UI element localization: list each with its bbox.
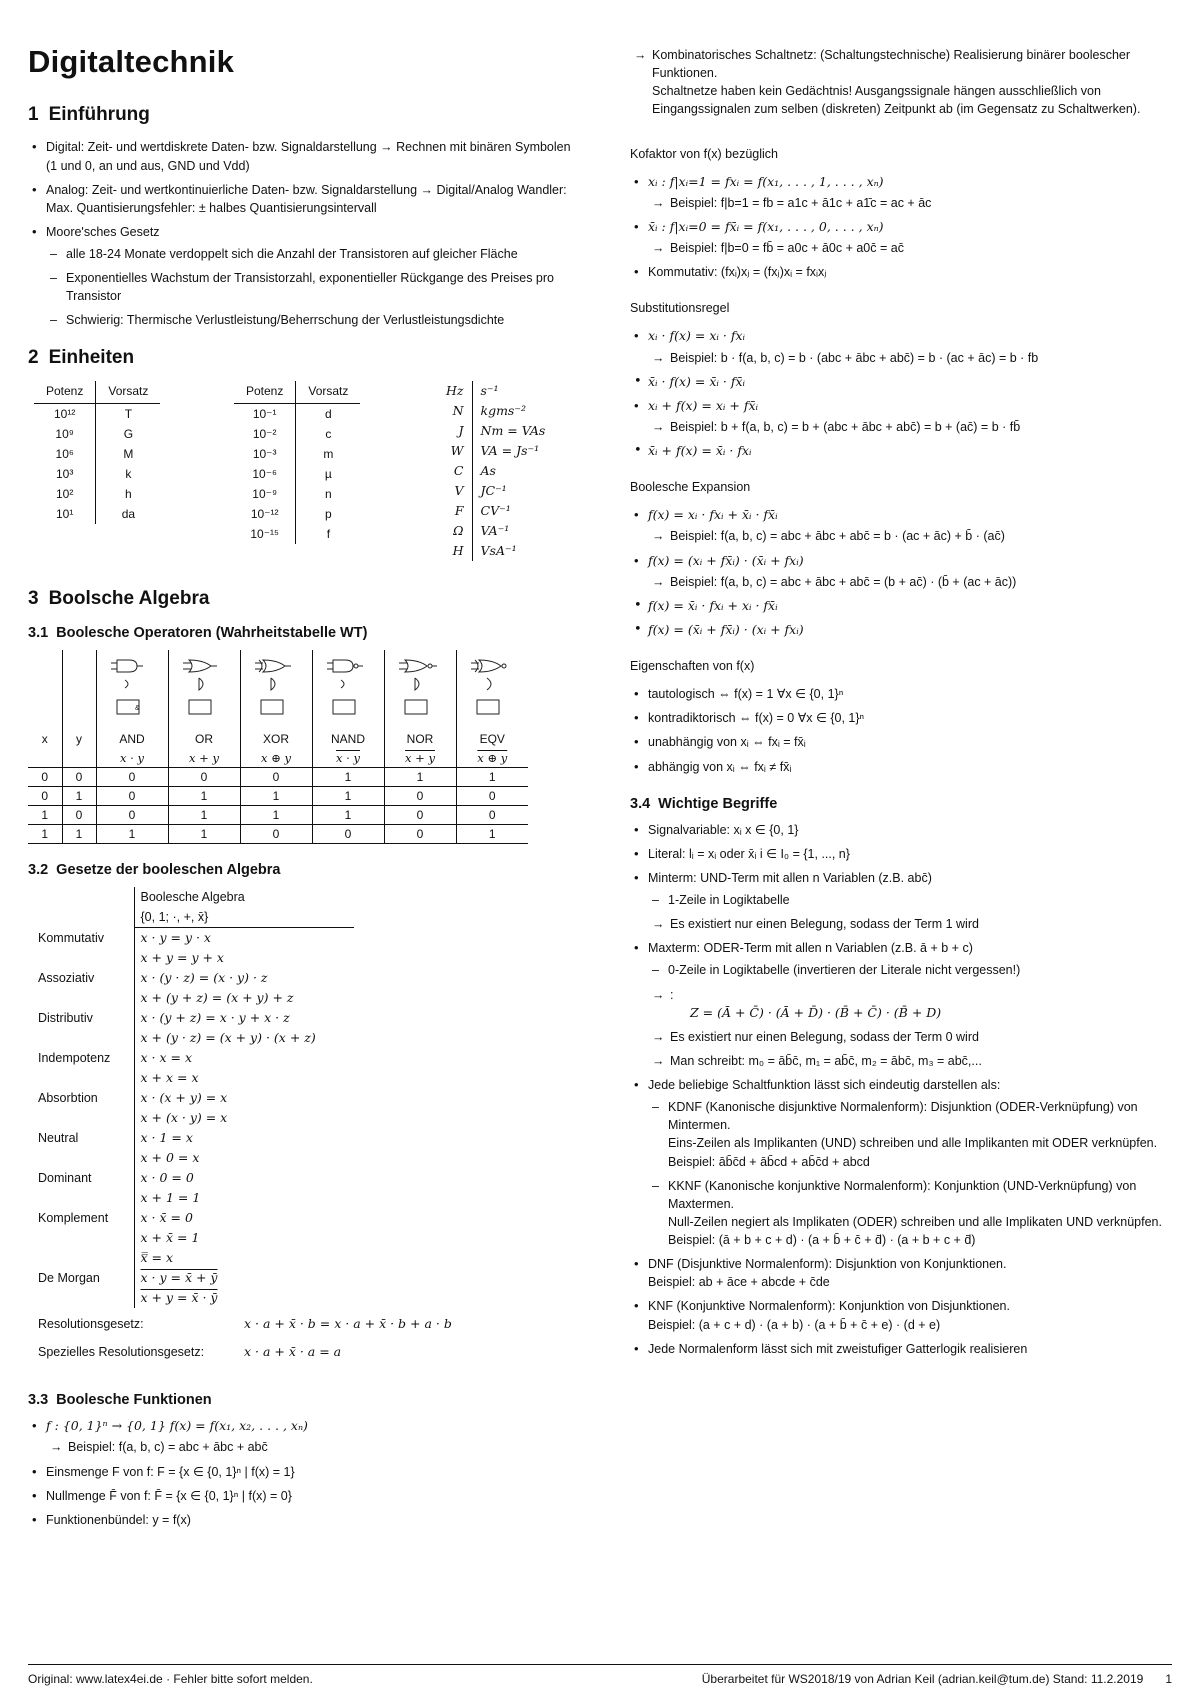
section-3-2-heading: 3.2 Gesetze der booleschen Algebra — [28, 862, 281, 879]
properties-heading: Eigenschaften von f(x) — [630, 659, 755, 673]
list-item: • kontradiktorisch ⇔ f(x) = 0 ∀x ∈ {0, 1}ⁿ — [630, 709, 1172, 727]
list-item: • x̄ᵢ + f(x) = x̄ᵢ · fxᵢ — [630, 442, 1172, 460]
table-row: 10⁻¹² p — [234, 504, 360, 524]
section-2-heading: 2 Einheiten — [28, 346, 135, 368]
table-row: N kgms⁻² — [438, 401, 553, 421]
table-row: H VsA⁻¹ — [438, 541, 553, 561]
table-row: 10² h — [34, 484, 160, 504]
list-item: • Maxterm: ODER-Term mit allen n Variablen (z.B. ā + b + c) – 0-Zeile in Logiktabelle (invertieren der Literale nicht vergessen!) → : Z = (Ā + C̄) · (Ā + D̄) · (B̄ + C̄) · (B̄ + D) → Es existiert nur einen Belegung, sodass der Term 0 wird → Man schreibt: m₀ = āb̄c̄, m₁ = ab̄c̄, m₂ = ābc̄, m₃ = abc̄,... — [630, 939, 1172, 1070]
list-item: • unabhängig von xᵢ ⇔ fxᵢ = fx̄ᵢ — [630, 733, 1172, 751]
section-3-heading: 3 Boolsche Algebra — [28, 588, 210, 610]
table-row: Assoziativ x · (y · z) = (x · y) · z x + (y + z) = (x + y) + z — [28, 968, 354, 1008]
table-row: 10³ k — [34, 464, 160, 484]
or-gate-icon — [181, 654, 227, 724]
list-item: • Jede beliebige Schaltfunktion lässt sich eindeutig darstellen als: – KDNF (Kanonische disjunktive Normalenform): Disjunktion (ODER-Verknüpfung) von Mintermen. Eins-Zeilen als Implikanten (UND) schreiben und alle Implikanten mit ODER verknüpfen. Beispiel: āb̄c̄d + āb̄cd + ab̄c̄d + abcd – KKNF (Kanonische konjunktive Normalenform): Konjunktion (UND-Verknüpfung) von Maxtermen. Null-Zeilen negiert als Implikaten (ODER) schreiben und alle Implikaten UND verknüpfen. Beispiel: (ā + b + c + d) · (a + b̄ + c̄ + d̄) · (a + b + c + d̄) — [630, 1076, 1172, 1249]
list-item: • abhängig von xᵢ ⇔ fxᵢ ≠ fx̄ᵢ — [630, 758, 1172, 776]
section-3-1-heading: 3.1 Boolesche Operatoren (Wahrheitstabelle WT) — [28, 624, 368, 641]
table-row: Kommutativ x · y = y · x x + y = y + x — [28, 928, 354, 969]
table-row: 10⁻⁶ µ — [234, 464, 360, 484]
properties-list — [630, 685, 1172, 776]
expansion-heading: Boolesche Expansion — [630, 480, 751, 495]
expansion-list — [630, 506, 1172, 639]
right-column — [630, 36, 1172, 1364]
footer-source: Original: www.latex4ei.de · Fehler bitte sofort melden. — [28, 1672, 313, 1686]
list-item: • x̄ᵢ · f(x) = x̄ᵢ · fx̄ᵢ — [630, 373, 1172, 391]
table-row: 10⁻³ m — [234, 444, 360, 464]
xor-gate-icon — [253, 654, 299, 724]
table-row: 10⁻¹⁵ f — [234, 524, 360, 544]
nor-gate-icon — [397, 654, 443, 724]
list-item: – Exponentielles Wachstum der Transistorzahl, exponentieller Rückgange des Preises pro Transistor — [46, 269, 576, 305]
list-item: • Digital: Zeit- und wertdiskrete Daten- bzw. Signaldarstellung → Rechnen mit binären Symbolen (1 und 0, an und aus, GND und Vdd) — [28, 138, 576, 174]
truth-table: & x y AND OR XOR NAND NOR EQV x · y x + y x ⊕ y x · y x + y x ⊕ y 0 0 0 0 0 1 1 1 0 1 0 1 1 1 0 0 1 0 0 1 1 1 0 0 1 1 1 1 0 0 0 1 — [28, 650, 528, 845]
footer-revision: Überarbeitet für WS2018/19 von Adrian Keil (adrian.keil@tum.de) Stand: 11.2.2019 — [701, 1672, 1144, 1686]
substitution-heading: Substitutionsregel — [630, 301, 730, 316]
prefix-table-small: Potenz Vorsatz 10⁻¹ d 10⁻² c 10⁻³ m 10⁻⁶ µ 10⁻⁹ n 10⁻¹² p 10⁻¹⁵ f — [234, 381, 360, 543]
table-row: 10⁹ G — [34, 424, 160, 444]
list-item: • Funktionenbündel: y = f(x) — [28, 1511, 576, 1529]
table-row: 0 0 0 0 0 1 1 1 — [28, 768, 528, 787]
table-row: Distributiv x · (y + z) = x · y + x · z x + (y · z) = (x + y) · (x + z) — [28, 1008, 354, 1048]
list-item: • f(x) = (x̄ᵢ + fx̄ᵢ) · (xᵢ + fxᵢ) — [630, 621, 1172, 639]
list-item: – KKNF (Kanonische konjunktive Normalenform): Konjunktion (UND-Verknüpfung) von Maxtermen. Null-Zeilen negiert als Implikaten (ODER) schreiben und alle Implikaten UND verknüpfen. Beispiel: (ā + b + c + d) · (a + b̄ + c̄ + d̄) · (a + b + c + d̄) — [648, 1177, 1172, 1250]
list-item: • Nullmenge F̄ von f: F̄ = {x ∈ {0, 1}ⁿ | f(x) = 0} — [28, 1487, 576, 1505]
combinational-network: → Kombinatorisches Schaltnetz: (Schaltungstechnische) Realisierung binärer boolescher Funktionen. Schaltnetze haben kein Gedächtnis! Ausgangssignale hängen ausschließlich von Eingangssignalen zum selben (diskreten) Zeitpunkt ab (im Gegensatz zu Schaltwerken). — [630, 46, 1172, 119]
list-item: • tautologisch ⇔ f(x) = 1 ∀x ∈ {0, 1}ⁿ — [630, 685, 1172, 703]
list-item: • Jede Normalenform lässt sich mit zweistufiger Gatterlogik realisieren — [630, 1340, 1172, 1358]
table-row: 10¹² T — [34, 403, 160, 424]
list-item: • f(x) = (xᵢ + fx̄ᵢ) · (x̄ᵢ + fxᵢ) → Beispiel: f(a, b, c) = abc + ābc + abc̄ = (b + ac̄) · (b̄ + (ac + āc)) — [630, 552, 1172, 591]
table-row: Neutral x · 1 = x x + 0 = x — [28, 1128, 354, 1168]
list-item: • f(x) = x̄ᵢ · fxᵢ + xᵢ · fx̄ᵢ — [630, 597, 1172, 615]
list-item: • f(x) = xᵢ · fxᵢ + x̄ᵢ · fx̄ᵢ → Beispiel: f(a, b, c) = abc + ābc + abc̄ = b · (ac + āc) + b̄ · (ac̄) — [630, 506, 1172, 545]
table-row: De Morgan x · y = x̄ + ȳ x + y = x̄ · ȳ — [28, 1268, 354, 1308]
table-row: Indempotenz x · x = x x + x = x — [28, 1048, 354, 1088]
substitution-list — [630, 327, 1172, 460]
document-title: Digitaltechnik — [28, 44, 235, 79]
table-row: 10¹ da — [34, 504, 160, 524]
page-footer — [28, 1664, 1172, 1688]
cofactor-list — [630, 173, 1172, 282]
table-row: 10⁻¹ d — [234, 403, 360, 424]
svg-text:&: & — [135, 705, 140, 713]
list-item: • KNF (Konjunktive Normalenform): Konjunktion von Disjunktionen. Beispiel: (a + c + d) · (a + b) · (a + b̄ + c̄ + e) · (d + e) — [630, 1297, 1172, 1333]
list-item: – 0-Zeile in Logiktabelle (invertieren der Literale nicht vergessen!) — [648, 961, 1172, 979]
table-row: F CV⁻¹ — [438, 501, 553, 521]
list-item: – 1-Zeile in Logiktabelle — [648, 891, 1172, 909]
table-row: Absorbtion x · (x + y) = x x + (x · y) = x — [28, 1088, 354, 1128]
list-item: • xᵢ + f(x) = xᵢ + fx̄ᵢ → Beispiel: b + f(a, b, c) = b + (abc + ābc + abc̄) = b + (ac̄) = b · fb̄ — [630, 397, 1172, 436]
table-row: C As — [438, 461, 553, 481]
table-row: Hz s⁻¹ — [438, 381, 553, 401]
list-item: • Moore'sches Gesetz – alle 18-24 Monate verdoppelt sich die Anzahl der Transistoren auf gleicher Fläche – Exponentielles Wachstum der Transistorzahl, exponentieller Rückgange des Preises pro Transistor – Schwierig: Thermische Verlustleistung/Beherrschung der Verlustleistungsdichte — [28, 223, 576, 330]
moore-sublist — [46, 245, 576, 330]
cofactor-heading: Kofaktor von f(x) bezüglich — [630, 146, 778, 161]
list-item: • Kommutativ: (fxᵢ)xⱼ = (fxⱼ)xᵢ = fxᵢxⱼ — [630, 263, 1172, 281]
table-row: Dominant x · 0 = 0 x + 1 = 1 — [28, 1168, 354, 1208]
table-row: Ω VA⁻¹ — [438, 521, 553, 541]
table-row: Komplement x · x̄ = 0 x + x̄ = 1 x̿ = x — [28, 1208, 354, 1268]
table-row: 10⁻⁹ n — [234, 484, 360, 504]
functions-list — [28, 1417, 576, 1529]
list-item: • Analog: Zeit- und wertkontinuierliche Daten- bzw. Signaldarstellung → Digital/Analog Wandler: Max. Quantisierungsfehler: ± halbes Quantisierungsintervall — [28, 181, 576, 217]
and-gate-icon — [109, 654, 155, 724]
prefix-table-large: Potenz Vorsatz 10¹² T 10⁹ G 10⁶ M 10³ k 10² h 10¹ da — [34, 381, 160, 523]
section-1-heading: 1 Einführung — [28, 103, 150, 125]
list-item: • xᵢ · f(x) = xᵢ · fxᵢ → Beispiel: b · f(a, b, c) = b · (abc + ābc + abc̄) = b · (ac + āc) = b · fb — [630, 327, 1172, 366]
page-number: 1 — [1165, 1672, 1172, 1686]
special-resolution-law: Spezielles Resolutionsgesetz: x · a + x̄ · a = a — [38, 1344, 342, 1360]
table-row: 1 0 0 1 1 1 0 0 — [28, 806, 528, 825]
list-item: – Schwierig: Thermische Verlustleistung/Beherrschung der Verlustleistungsdichte — [46, 311, 576, 329]
section-3-3-heading: 3.3 Boolesche Funktionen — [28, 1392, 212, 1409]
list-item: • xᵢ : f|xᵢ=1 = fxᵢ = f(x₁, . . . , 1, . . . , xₙ) → Beispiel: f|b=1 = fb = a1c + ā1c + a1̄c = ac + āc — [630, 173, 1172, 212]
list-item: • x̄ᵢ : f|xᵢ=0 = fx̄ᵢ = f(x₁, . . . , 0, . . . , xₙ) → Beispiel: f|b=0 = fb̄ = a0c + ā0c + a0c̄ = ac̄ — [630, 218, 1172, 257]
table-row: W VA = Js⁻¹ — [438, 441, 553, 461]
list-item: • Signalvariable: xᵢ x ∈ {0, 1} — [630, 821, 1172, 839]
list-item: – KDNF (Kanonische disjunktive Normalenform): Disjunktion (ODER-Verknüpfung) von Mintermen. Eins-Zeilen als Implikanten (UND) schreiben und alle Implikanten mit ODER verknüpfen. Beispiel: āb̄c̄d + āb̄cd + ab̄c̄d + abcd — [648, 1098, 1172, 1171]
list-item: • Einsmenge F von f: F = {x ∈ {0, 1}ⁿ | f(x) = 1} — [28, 1463, 576, 1481]
list-item: • Minterm: UND-Term mit allen n Variablen (z.B. abc̄) – 1-Zeile in Logiktabelle → Es existiert nur einen Belegung, sodass der Term 1 wird — [630, 869, 1172, 933]
table-row: J Nm = VAs — [438, 421, 553, 441]
section-3-4-heading: 3.4 Wichtige Begriffe — [630, 795, 778, 812]
nand-gate-icon — [325, 654, 371, 724]
list-item: • f : {0, 1}ⁿ → {0, 1} f(x) = f(x₁, x₂, . . . , xₙ) → Beispiel: f(a, b, c) = abc + ābc + abc̄ — [28, 1417, 576, 1456]
units-tables — [28, 381, 576, 571]
table-row: 10⁻² c — [234, 424, 360, 444]
table-row: 10⁶ M — [34, 444, 160, 464]
terms-list — [630, 821, 1172, 1358]
list-item: – alle 18-24 Monate verdoppelt sich die Anzahl der Transistoren auf gleicher Fläche — [46, 245, 576, 263]
list-item: • Literal: lᵢ = xᵢ oder x̄ᵢ i ∈ I₀ = {1, ..., n} — [630, 845, 1172, 863]
intro-list — [28, 138, 576, 329]
si-units-table — [438, 381, 553, 561]
eqv-gate-icon — [469, 654, 515, 724]
resolution-law: Resolutionsgesetz: x · a + x̄ · b = x · a + x̄ · b + a · b — [38, 1316, 452, 1332]
table-row: 0 1 0 1 1 1 0 0 — [28, 787, 528, 806]
table-row: V JC⁻¹ — [438, 481, 553, 501]
laws-table: Boolesche Algebra {0, 1; ·, +, x̄} Kommutativ x · y = y · x x + y = y + x Assoziativ x · (y · z) = (x · y) · z x + (y + z) = (x + y) + z Distributiv x · (y + z) = x · y + x · z x + (y · z) = (x + y) · (x + z) Indempotenz x · x = x x + x = x Absorbtion x · (x + y) = x x + (x · y) = x Neutral x · 1 = x x + 0 = x Dominant x · 0 = 0 x + 1 = 1 Komplement x · x̄ = 0 x + x̄ = 1 x̿ = x De Morgan x · y = x̄ + ȳ x + y = x̄ · ȳ — [28, 887, 354, 1308]
table-row: 1 1 1 1 0 0 0 1 — [28, 825, 528, 844]
list-item: • DNF (Disjunktive Normalenform): Disjunktion von Konjunktionen. Beispiel: ab + āce + abcde + c̄de — [630, 1255, 1172, 1291]
left-column — [28, 36, 576, 1535]
